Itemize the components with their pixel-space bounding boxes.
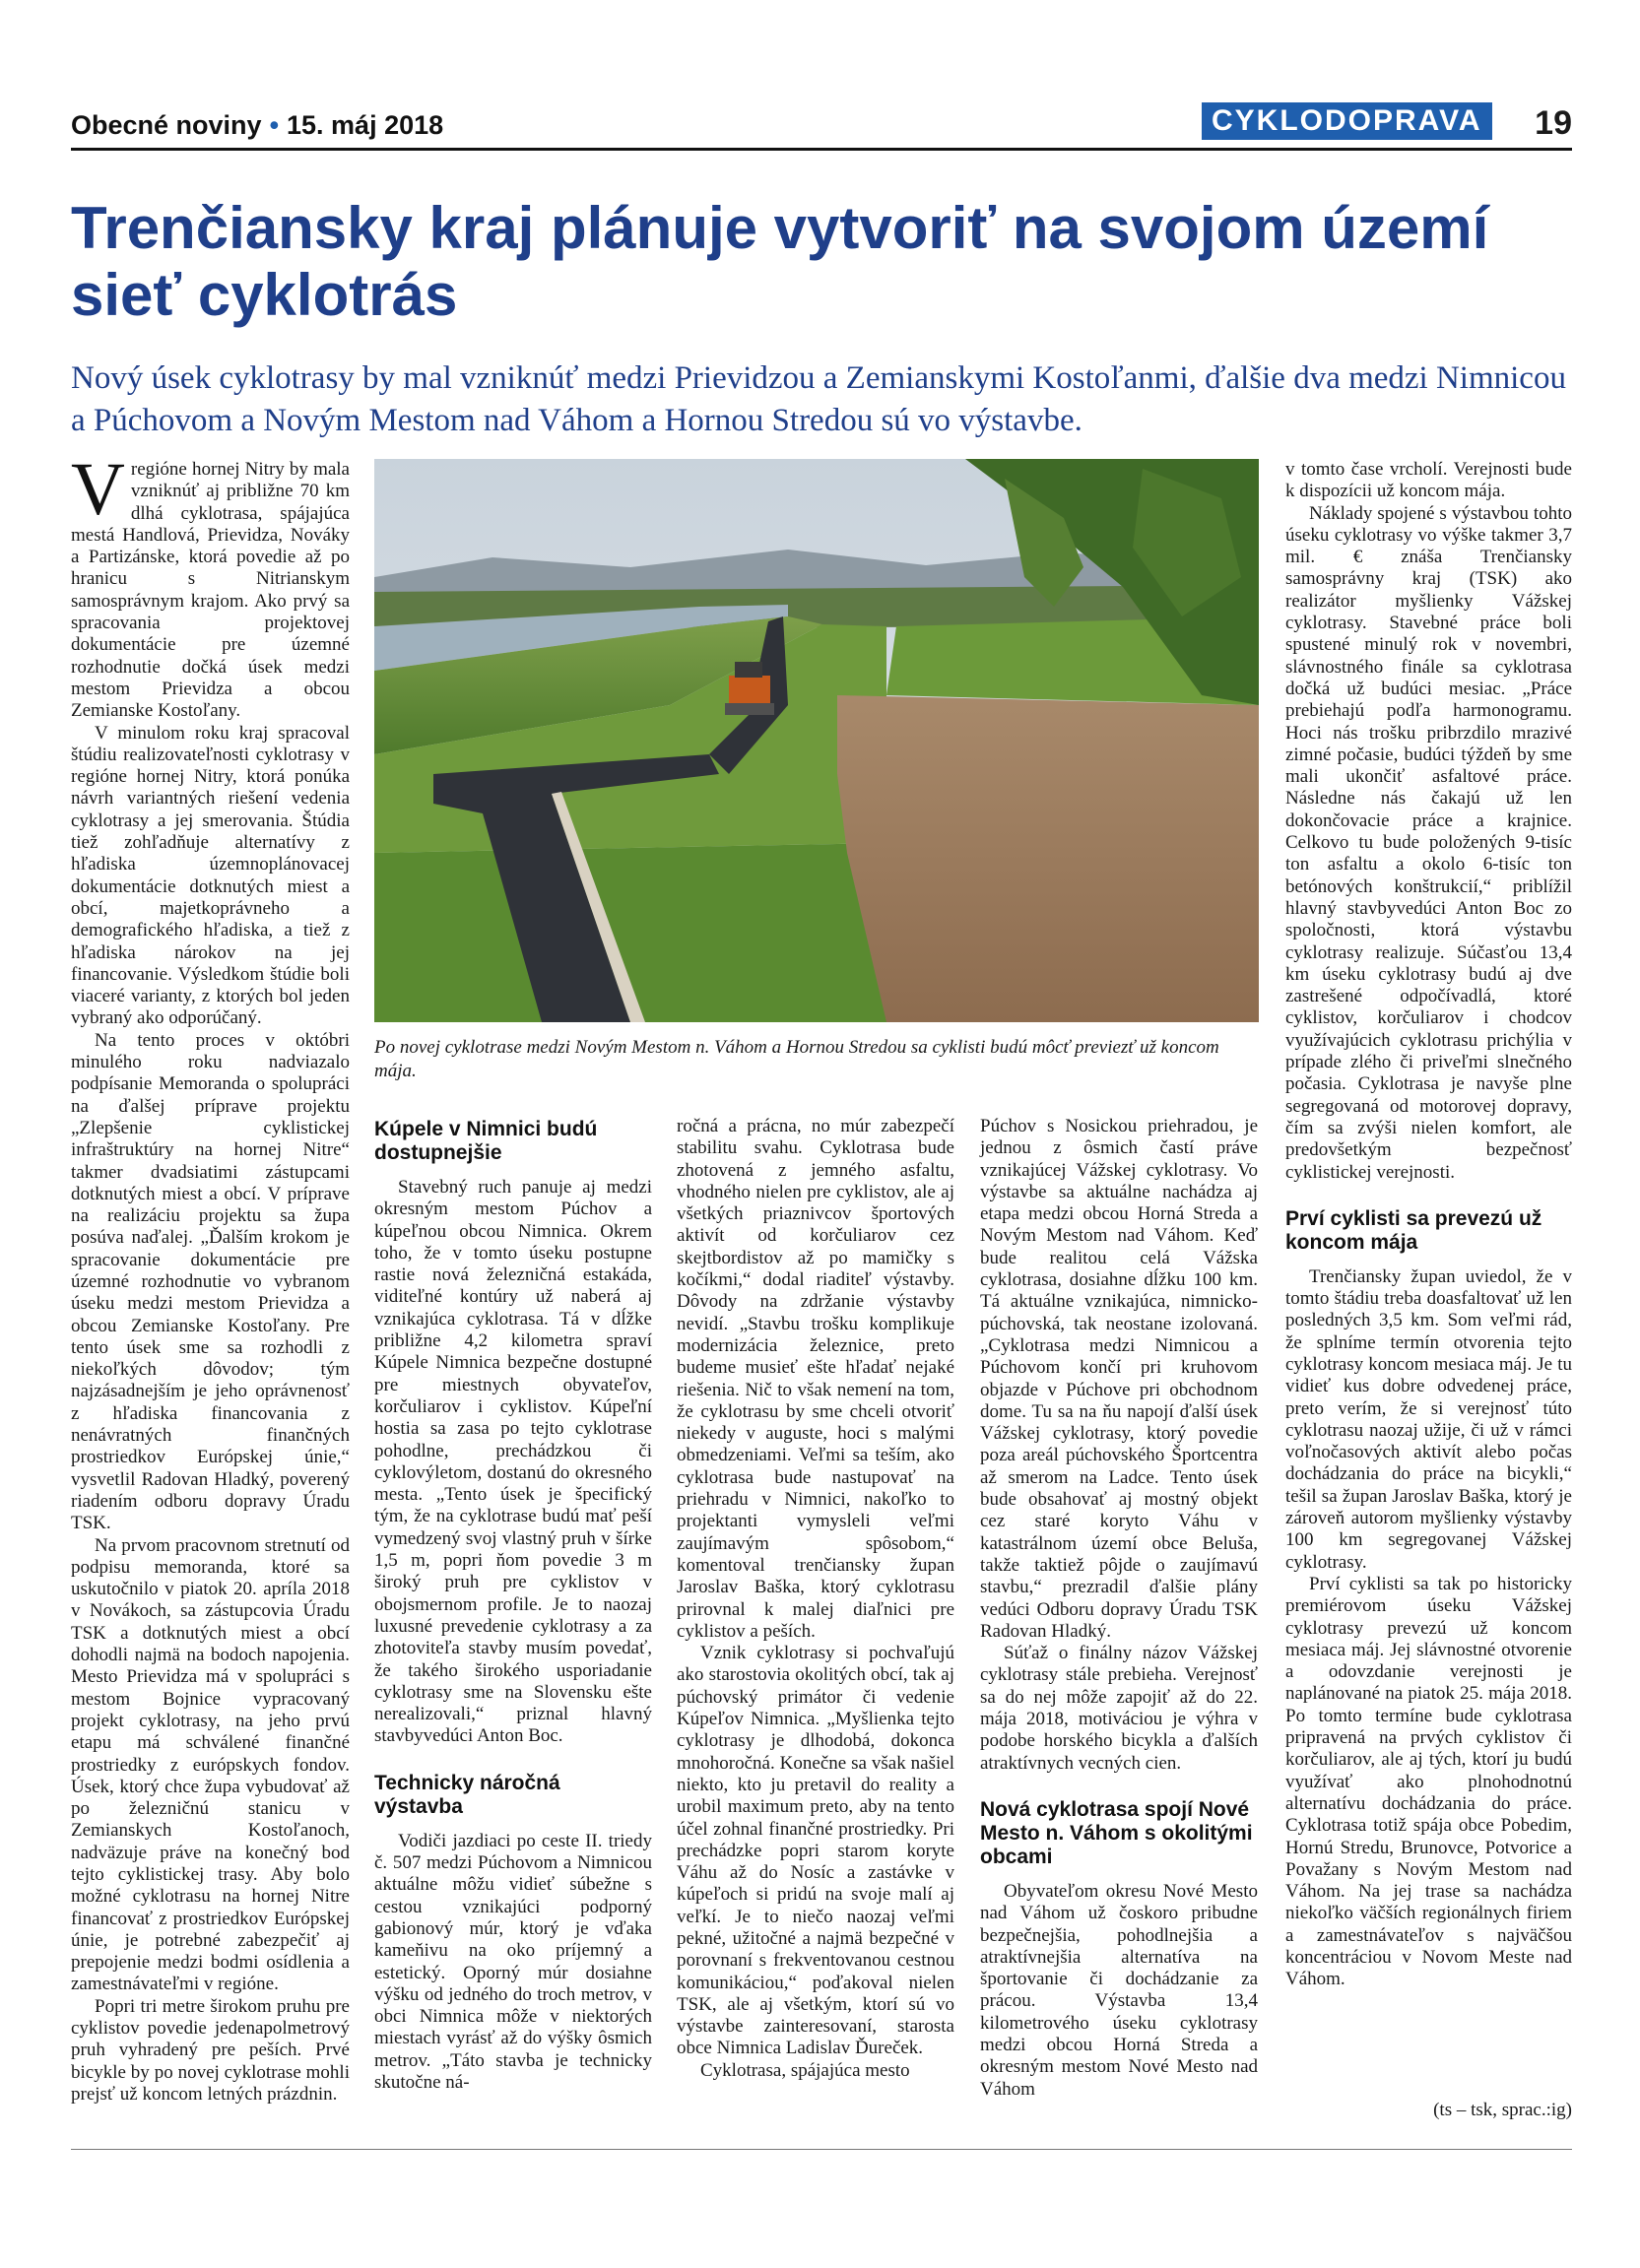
paragraph: v tomto čase vrcholí. Verejnosti bude k dispozícii už koncom mája. xyxy=(1285,459,1572,502)
paragraph: Na tento proces v októbri minulého roku nadviazalo podpísanie Memoranda o spolupráci na ďalšej príprave projektu „Zlepšenie cyklistickej infraštruktúry na hornej Nitre“ takmer dvadsiatimi zástupcami dotknutých miest a obcí. V príprave na realizáciu projektu sa župa posúva naďalej. „Ďalším krokom je spracovanie dokumentácie pre územné rozhodnutie vo vybranom úseku medzi mestom Prievidza a obcou Zemianske Kostoľany. Pre tento úsek sme sa rozhodli z niekoľkých dôvodov; tým najzásadnejším je jeho oprávnenosť z hľadiska financovania z nenávratných finančných prostriedkov Európskej únie,“ vysvetlil Radovan Hladký, poverený riadením odboru dopravy Úradu TSK. xyxy=(71,1029,350,1534)
section-label: CYKLODOPRAVA xyxy=(1202,102,1492,140)
spacer xyxy=(980,1775,1258,1796)
article-photo xyxy=(374,459,1259,1022)
paragraph: Púchov s Nosickou priehradou, je jednou z ôsmich častí práve vznikajúcej Vážskej cyklotrasy. Vo výstavbe sa aktuálne nachádza aj etapa medzi obcou Horná Streda a Novým Mestom nad Váhom. Keď bude realitou celá Vážska cyklotrasa, dosiahne dĺžku 100 km. Tá aktuálne vznikajúca, nimnicko-púchovská, tak neostane izolovaná. „Cyklotrasa medzi Nimnicou a Púchovom končí pri kruhovom objazde v Púchove pri obchodnom dome. Tu sa na ňu napojí ďalší úsek Vážskej cyklotrasy, ktorý povedie poza areál púchovského Športcentra až smerom na Ladce. Tento úsek bude obsahovať aj mostný objekt cez staré koryto Váhu v katastrálnom území obce Beluša, takže taktiež pôjde o zaujímavú stavbu,“ prezradil ďalšie plány vedúci Odboru dopravy Úradu TSK Radovan Hladký. xyxy=(980,1116,1258,1642)
author-credit: (ts – tsk, sprac.:ig) xyxy=(1433,2100,1572,2120)
paragraph: Trenčiansky župan uviedol, že v tomto štádiu treba doasfaltovať už len posledných 3,5 km. Som veľmi rád, že splníme termín otvorenia tejto cyklotrasy koncom mesiaca máj. Je tu vidieť kus dobre odvedenej práce, preto verím, že si verejnosť túto cyklotrasu naozaj užije, či už v rámci voľnočasových aktivít alebo počas dochádzania do práce na bicykli,“ tešil sa župan Jaroslav Baška, ktorý je zároveň autorom myšlienky výstavby 100 km segregovanej Vážskej cyklotrasy. xyxy=(1285,1265,1572,1573)
spacer xyxy=(1285,1184,1572,1205)
text-column-2 xyxy=(374,1116,652,2094)
paragraph: Vodiči jazdiaci po ceste II. triedy č. 507 medzi Púchovom a Nimnicou aktuálne môžu vidieť súbežne s cestou vznikajúci podporný gabionový múr, ktorý je vďaka kameňivu na oko príjemný a estetický. Oporný múr dosiahne výšku od jedného do troch metrov, v obci Nimnica môže v niektorých miestach vyrásť až do výšky ôsmich metrov. „Táto stavba je technicky skutočne ná- xyxy=(374,1830,652,2093)
paragraph: ročná a prácna, no múr zabezpečí stabilitu svahu. Cyklotrasa bude zhotovená z jemného asfaltu, vhodného nielen pre cyklistov, ale aj všetkých priaznivcov športových aktivít od korčuliarov cez skejtbordistov až po mamičky s kočíkmi,“ dodal riaditeľ výstavby. Dôvody na zdržanie výstavby nevidí. „Stavbu trošku komplikuje modernizácia železnice, preto budeme musieť ešte hľadať nejaké riešenia. Nič to však nemení na tom, že cyklotrasu by sme chceli otvoriť niekedy v auguste, hoci s malými obmedzeniami. Veľmi sa teším, ako cyklotrasa bude nastupovať na priehradu v Nimnici, nakoľko to projektanti vymysleli veľmi zaujímavým spôsobom,“ komentoval trenčiansky župan Jaroslav Baška, ktorý cyklotrasu prirovnal k malej diaľnici pre cyklistov a peších. xyxy=(677,1116,954,1642)
page-number: 19 xyxy=(1535,104,1572,142)
publication-line xyxy=(71,110,443,141)
text-column-3 xyxy=(677,1116,954,2082)
text-column-4 xyxy=(980,1116,1258,2101)
article-headline: Trenčiansky kraj plánuje vytvoriť na svojom území sieť cyklotrás xyxy=(71,195,1489,328)
article-lead: Nový úsek cyklotrasy by mal vzniknúť medzi Prievidzou a Zemianskymi Kostoľanmi, ďalšie dva medzi Nimnicou a Púchovom a Novým Mestom nad Váhom a Hornou Stredou sú vo výstavbe. xyxy=(71,360,1566,438)
subheading: Kúpele v Nimnici budú dostupnejšie xyxy=(374,1118,598,1164)
paragraph xyxy=(71,448,350,723)
drop-cap: V xyxy=(71,448,125,531)
paragraph: Súťaž o finálny názov Vážskej cyklotrasy stále prebieha. Verejnosť sa do nej môže zapojiť až do 22. mája 2018, motiváciou je výhra v podobe horského bicykla a ďalších atraktívnych vecných cien. xyxy=(980,1643,1258,1774)
text-column-1 xyxy=(71,448,350,2106)
paragraph-text: regióne hornej Nitry by mala vzniknúť aj približne 70 km dlhá cyklotrasa, spájajúca mestá Handlová, Prievidza, Nováky a Partizánske, ktorá povedie až po hranicu s Nitrianskym samosprávnym krajom. Ako prvý sa spracovania projektovej dokumentácie pre územné rozhodnutie dočká úsek medzi mestom Prievidza a obcou Zemianske Kostoľany. xyxy=(71,459,350,722)
paragraph: Na prvom pracovnom stretnutí od podpisu memoranda, ktoré sa uskutočnilo v piatok 20. apríla 2018 v Novákoch, sa zástupcovia Úradu TSK a dotknutých miest a obcí dohodli najmä na bodoch napojenia. Mesto Prievidza má v spolupráci s mestom Bojnice vypracovaný projekt cyklotrasy, na jeho prvú etapu má schválené finančné prostriedky z európskych fondov. Úsek, ktorý chce župa vybudovať až po železničnú stanicu v Zemianskych Kostoľanoch, nadväzuje práve na konečný bod tejto cyklistickej trasy. Aby bolo možné cyklotrasu na hornej Nitre financovať z prostriedkov Európskej únie, je potrebné zabezpečiť aj prepojenie medzi bodmi osídlenia a zamestnávateľmi v regióne. xyxy=(71,1534,350,1995)
page-header xyxy=(71,102,1572,146)
paragraph: Prví cyklisti sa tak po historicky premiérovom úseku Vážskej cyklotrasy prevezú už koncom mesiaca máj. Jej slávnostné otvorenie a odovzdanie verejnosti je naplánované na piatok 25. mája 2018. Po tomto termíne bude cyklotrasa pripravená na prvých cyklistov či korčuliarov, ale aj tých, ktorí ju budú využívať ako plnohodnotnú alternatívu dochádzania do práce. Cyklotrasa totiž spája obce Pobedim, Hornú Stredu, Brunovce, Potvorice a Považany s Novým Mestom nad Váhom. Na jej trase sa nachádza niekoľko väčších regionálnych firiem a zamestnávateľov s najväčšou koncentráciou v Novom Meste nad Váhom. xyxy=(1285,1573,1572,1990)
paragraph: Cyklotrasa, spájajúca mesto xyxy=(700,2059,910,2081)
paragraph: Obyvateľom okresu Nové Mesto nad Váhom už čoskoro pribudne bezpečnejšia, pohodlnejšia a atraktívnejšia alternatíva na športovanie či dochádzanie za prácou. Výstavba 13,4 kilometrového úseku cyklotrasy medzi obcou Horná Streda a okresným mestom Nové Mesto nad Váhom xyxy=(980,1880,1258,2100)
publication-date: 15. máj 2018 xyxy=(287,110,444,140)
spacer xyxy=(374,1748,652,1770)
paragraph: Stavebný ruch panuje aj medzi okresným mestom Púchov a kúpeľnou obcou Nimnica. Okrem toho, že v tomto úseku postupne rastie nová železničná estakáda, viditeľné kontúry už naberá aj vznikajúca cyklotrasa. Tá v dĺžke približne 4,2 kilometra spraví Kúpele Nimnica bezpečne dostupné pre miestnych obyvateľov, korčuliarov i cyklistov. Kúpeľní hostia sa zasa po tejto cyklotrase pohodlne, prechádzkou či cyklovýletom, dostanú do okresného mesta. „Tento úsek je špecifický tým, že na cyklotrase budú mať peší vymedzený svoj vlastný pruh v šírke 1,5 m, popri ňom povedie 3 m široký pruh pre cyklistov v obojsmernom profile. Je to naozaj luxusné prevedenie cyklotrasy a za zhotoviteľa stavby musím povedať, že takého širokého usporiadanie cyklotrasy sme na Slovensku ešte nerealizovali,“ priznal hlavný stavbyvedúci Anton Boc. xyxy=(374,1177,652,1747)
paragraph: Náklady spojené s výstavbou tohto úseku cyklotrasy vo výške takmer 3,7 mil. € znáša Trenčiansky samosprávny kraj (TSK) ako realizátor myšlienky Vážskej cyklotrasy. Stavebné práce boli spustené minulý rok v novembri, slávnostného finále sa cyklotrasa dočká už budúci mesiac. „Práce prebiehajú podľa harmonogramu. Hoci nás trošku pribrzdilo mrazivé zimné počasie, budúci týždeň by sme mali ukončiť asfaltové práce. Následne nás čakajú už len dokončovacie práce a krajnice. Celkovo tu bude položených 9-tisíc ton asfaltu a okolo 6-tisíc ton betónových konštrukcií,“ priblížil hlavný stavbyvedúci Anton Boc zo spoločnosti, ktorá výstavbu cyklotrasy realizuje. Súčasťou 13,4 km úseku cyklotrasy budú aj dve zastrešené odpočívadlá, ktoré cyklistov, korčuliarov i chodcov využívajúcich cyklotrasu prichýlia v prípade zlého či priveľmi slnečného počasia. Cyklotrasa je navyše plne segregovaná od motorovej dopravy, čím sa zvýši nielen komfort, ale predovšetkým bezpečnosť cyklistickej verejnosti. xyxy=(1285,502,1572,1183)
cycle-path-photo-illustration xyxy=(374,459,1259,1022)
subheading: Prví cyklisti sa prevezú už koncom mája xyxy=(1285,1206,1542,1254)
header-rule xyxy=(71,148,1572,151)
paragraph: Vznik cyklotrasy si pochvaľujú ako starostovia okolitých obcí, tak aj púchovský primátor či vedenie Kúpeľov Nimnica. „Myšlienka tejto cyklotrasy je dlhodobá, dokonca mnohoročná. Konečne sa však našiel niekto, kto ju pretavil do reality a urobil maximum preto, aby na tento účel zohnal finančné prostriedky. Pri prechádzke popri starom korytе Váhu až do Nosíc a zastávke v kúpeľoch si pridú na svoje malí aj veľkí. Je to niečo naozaj veľmi pekné, užitočné a najmä bezpečné v porovnaní s frekventovanou cestnou komunikáciou,“ poďakoval nielen TSK, ale aj všetkým, ktorí sú vo výstavbe zainteresovaní, starosta obce Nimnica Ladislav Ďureček. xyxy=(677,1643,954,2059)
separator-dot: • xyxy=(269,110,280,140)
photo-caption: Po novej cyklotrase medzi Novým Mestom n. Váhom a Hornou Stredou sa cyklisti budú môcť previezť už koncom mája. xyxy=(374,1037,1219,1081)
subheading: Nová cyklotrasa spojí Nové Mesto n. Váhom s okolitými obcami xyxy=(980,1797,1253,1868)
paragraph: Popri tri metre širokom pruhu pre cyklistov povedie jedenapolmetrový pruh vyhradený pre peších. Prvé bicykle by po novej cyklotrase mohli prejsť už koncom letných prázdnin. xyxy=(71,1995,350,2105)
subheading: Technicky náročná výstavba xyxy=(374,1771,560,1818)
text-column-5 xyxy=(1285,459,1572,1991)
footer-rule xyxy=(71,2149,1572,2150)
publication-name: Obecné noviny xyxy=(71,110,262,140)
paragraph: V minulom roku kraj spracoval štúdiu realizovateľnosti cyklotrasy v regióne hornej Nitry, ktorá ponúka návrh variantných riešení vedenia cyklotrasy a jej smerovania. Štúdia tiež zohľadňuje alternatívy z hľadiska územnoplánovacej dokumentácie dotknutých miest a obcí, majetkoprávneho a demografického hľadiska, a tiež z hľadiska nárokov na jej financovanie. Výsledkom štúdie boli viaceré varianty, z ktorých bol jeden vybraný ako odporúčaný. xyxy=(71,722,350,1029)
